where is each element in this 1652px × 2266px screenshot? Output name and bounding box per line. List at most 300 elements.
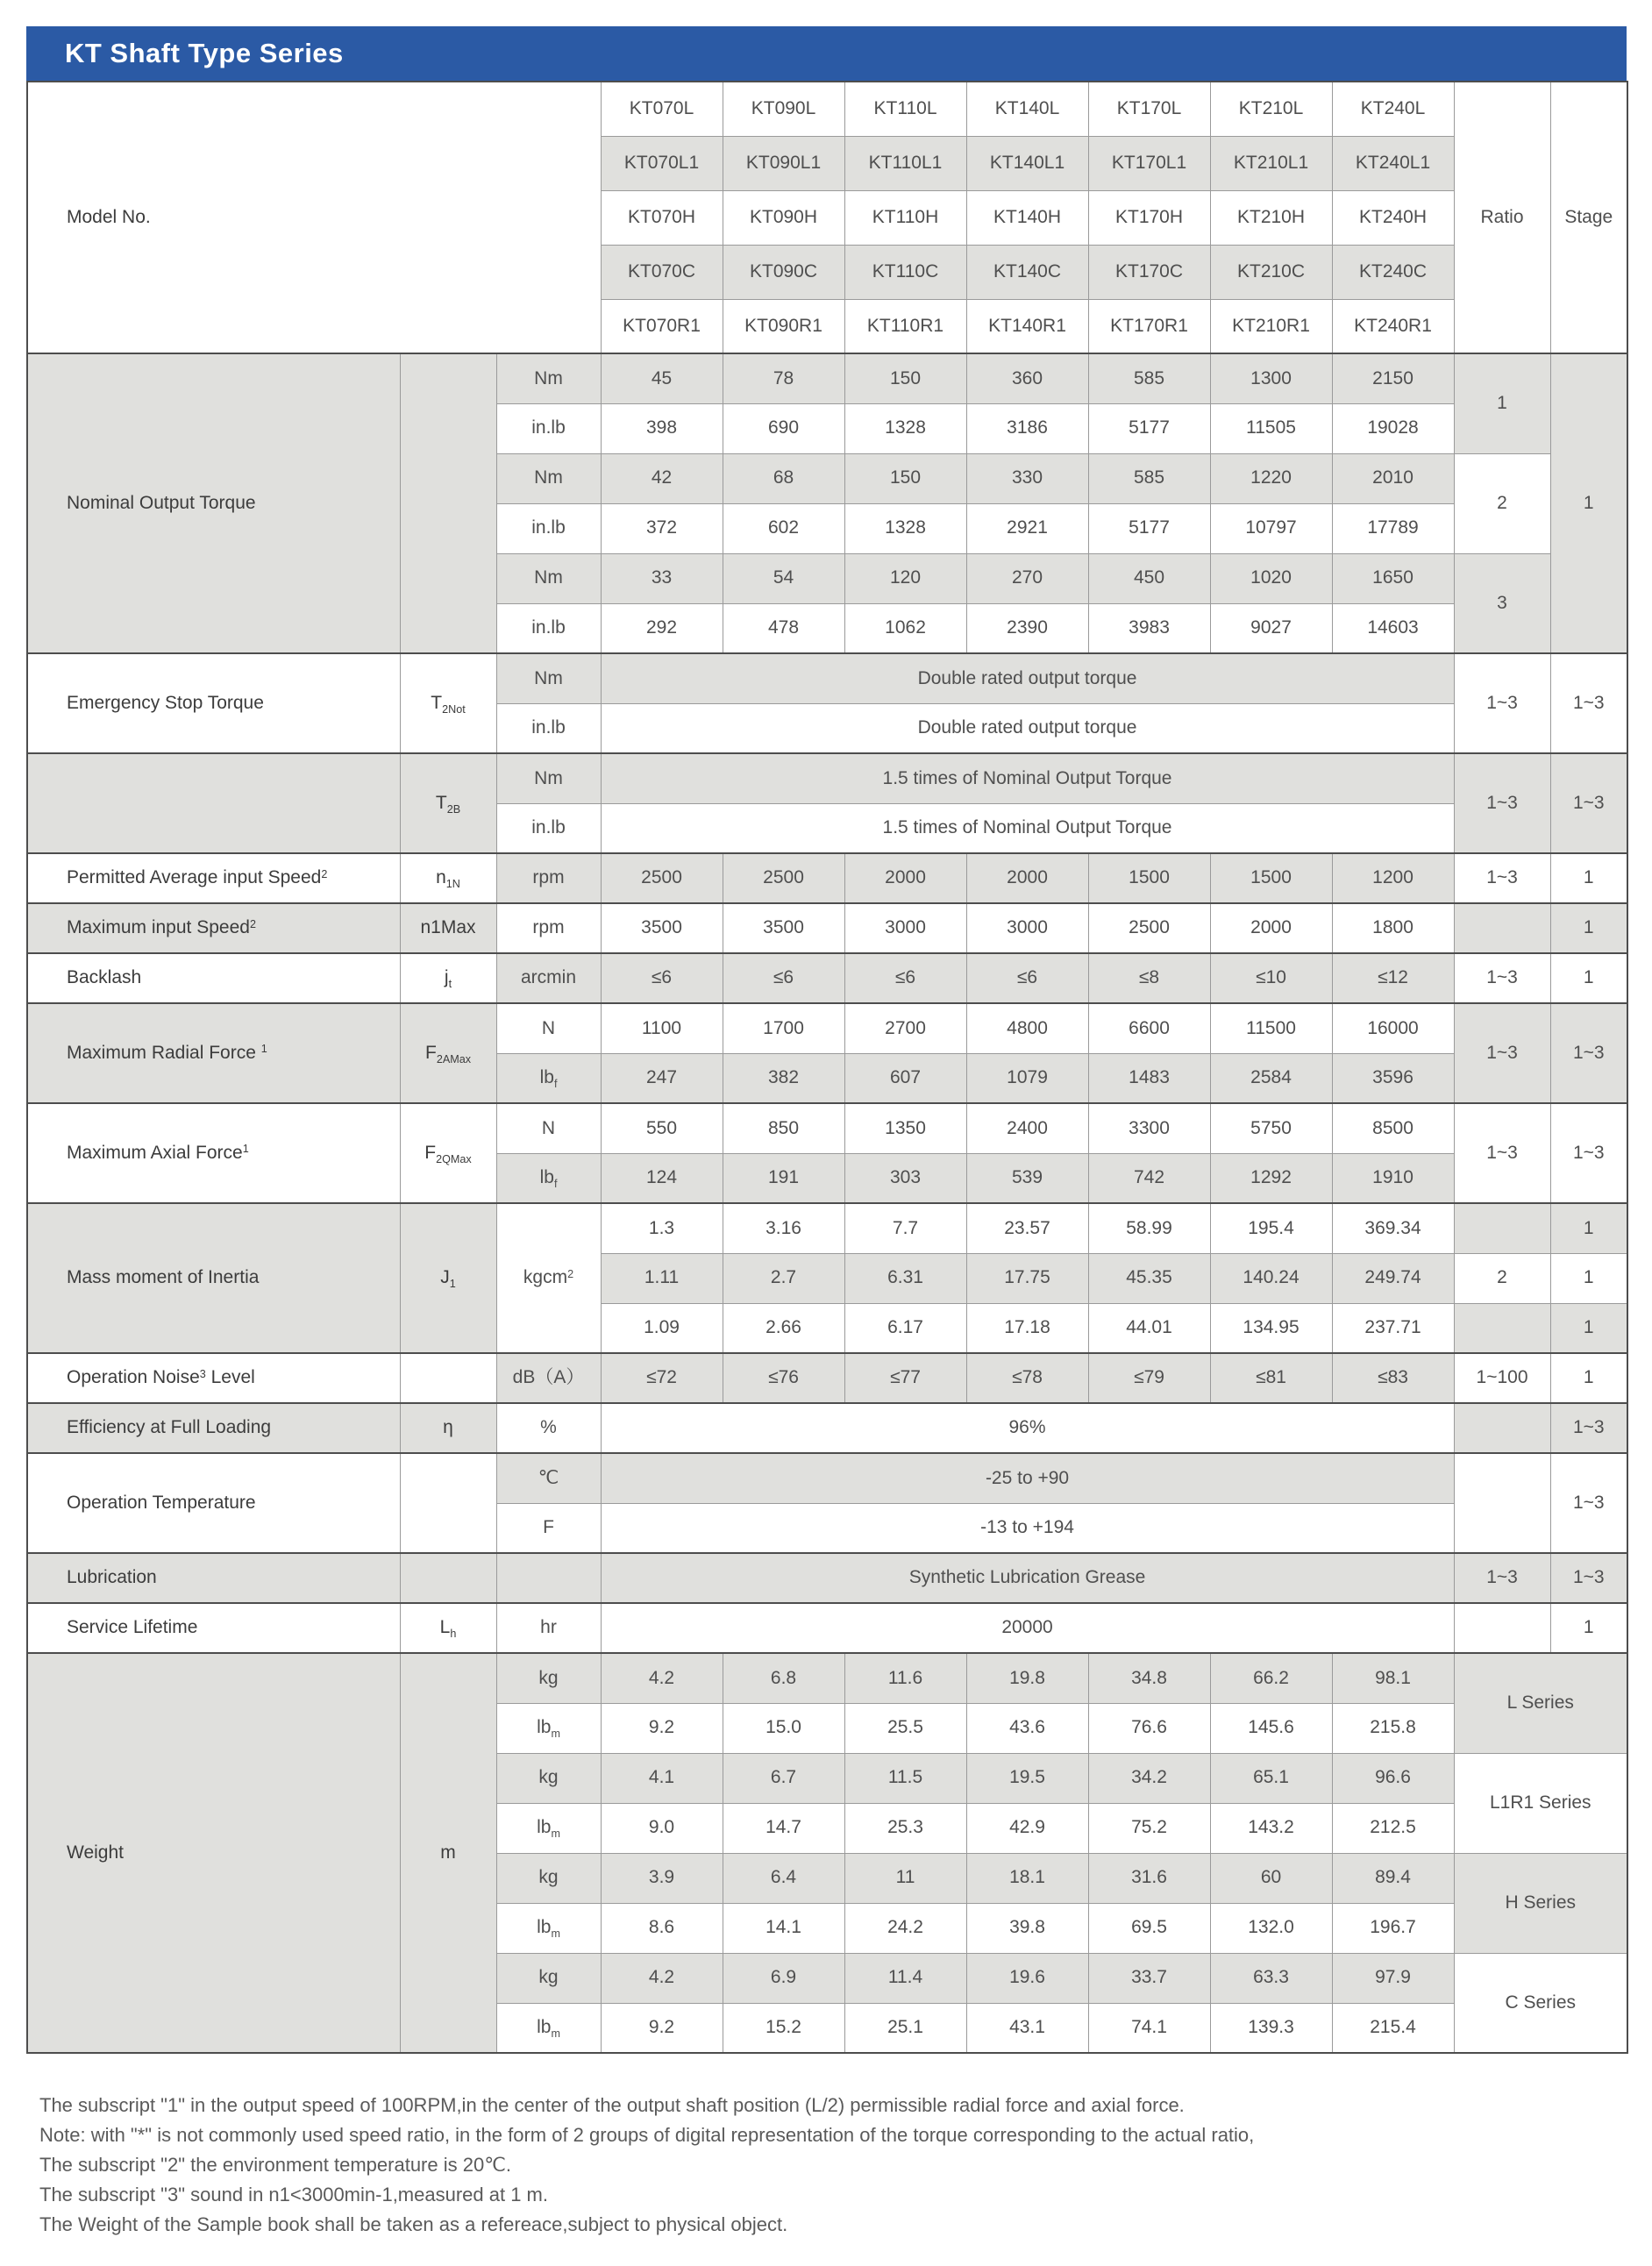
value-cell: 215.8	[1332, 1703, 1454, 1753]
stage-cell: 1~3	[1550, 1553, 1627, 1603]
model-cell: KT110R1	[844, 299, 966, 353]
spec-table	[26, 81, 1628, 2054]
value-cell: 11.4	[844, 1953, 966, 2003]
value-cell: 360	[966, 353, 1088, 403]
unit-cell: $lb_m$	[496, 1803, 601, 1853]
maximum-axial-force-symbol: $F_{2QMax}$	[400, 1103, 496, 1203]
value-cell: 2500	[601, 853, 723, 903]
value-cell: 2700	[844, 1003, 966, 1053]
nominal-output-torque-label: Nominal Output Torque	[27, 353, 400, 653]
value-cell: 120	[844, 553, 966, 603]
model-cell: KT140H	[966, 190, 1088, 245]
unit-cell: in.lb	[496, 603, 601, 653]
value-cell: 4.2	[601, 1653, 723, 1703]
unit-cell: Nm	[496, 653, 601, 703]
value-cell: 196.7	[1332, 1903, 1454, 1953]
value-cell: 143.2	[1210, 1803, 1332, 1853]
model-cell: KT210R1	[1210, 299, 1332, 353]
value-cell: 398	[601, 403, 723, 453]
ratio-cell: 3	[1454, 553, 1550, 653]
value-cell: 1328	[844, 503, 966, 553]
value-cell: 65.1	[1210, 1753, 1332, 1803]
unit-cell: kg	[496, 1653, 601, 1703]
unit-cell	[496, 1553, 601, 1603]
value-cell: 11505	[1210, 403, 1332, 453]
footnote-line: The Weight of the Sample book shall be taken as a refereace,subject to physical object.	[39, 2213, 788, 2235]
value-cell: 14603	[1332, 603, 1454, 653]
permitted-average-input-speed-label: Permitted Average input Speed$^2$	[27, 853, 400, 903]
value-cell: 68	[723, 453, 844, 503]
stage-cell: 1~3	[1550, 1103, 1627, 1203]
value-cell: 96.6	[1332, 1753, 1454, 1803]
ratio-cell: 1~3	[1454, 1553, 1550, 1603]
model-no-label: Model No.	[27, 82, 601, 353]
value-cell: 3000	[844, 903, 966, 953]
value-cell: 11500	[1210, 1003, 1332, 1053]
value-cell: 63.3	[1210, 1953, 1332, 2003]
value-cell: 1.11	[601, 1253, 723, 1303]
unit-cell: kgcm$^2$	[496, 1203, 601, 1353]
model-cell: KT210L	[1210, 82, 1332, 136]
value-cell: 17789	[1332, 503, 1454, 553]
value-cell: 9027	[1210, 603, 1332, 653]
value-cell: 16000	[1332, 1003, 1454, 1053]
value-cell: 3300	[1088, 1103, 1210, 1153]
value-cell: 9.2	[601, 1703, 723, 1753]
value-cell: 3500	[601, 903, 723, 953]
stage-cell: 1	[1550, 1303, 1627, 1353]
value-cell: 2150	[1332, 353, 1454, 403]
value-cell: 69.5	[1088, 1903, 1210, 1953]
value-cell: 690	[723, 403, 844, 453]
value-cell: 1700	[723, 1003, 844, 1053]
value-cell: 1079	[966, 1053, 1088, 1103]
brake-torque-symbol: $T_{2B}$	[400, 753, 496, 853]
value-cell: 3.16	[723, 1203, 844, 1253]
ratio-cell: 1	[1454, 353, 1550, 453]
model-cell: KT140C	[966, 245, 1088, 299]
emergency-stop-torque-label: Emergency Stop Torque	[27, 653, 400, 753]
ratio-cell: 1~100	[1454, 1353, 1550, 1403]
value-cell: 10797	[1210, 503, 1332, 553]
value-cell: 585	[1088, 453, 1210, 503]
lubrication-label: Lubrication	[27, 1553, 400, 1603]
value-cell: 14.7	[723, 1803, 844, 1853]
stage-cell: 1~3	[1550, 1403, 1627, 1453]
value-cell: 6.4	[723, 1853, 844, 1903]
value-cell: 372	[601, 503, 723, 553]
value-cell: 369.34	[1332, 1203, 1454, 1253]
value-cell: 25.3	[844, 1803, 966, 1853]
unit-cell: ℃	[496, 1453, 601, 1503]
value-cell: 44.01	[1088, 1303, 1210, 1353]
unit-cell: Nm	[496, 553, 601, 603]
value-cell: ≤6	[966, 953, 1088, 1003]
value-cell: 8.6	[601, 1903, 723, 1953]
value-cell: 140.24	[1210, 1253, 1332, 1303]
model-cell: KT070H	[601, 190, 723, 245]
lubrication-symbol	[400, 1553, 496, 1603]
ratio-cell: 1~3	[1454, 1003, 1550, 1103]
model-cell: KT110H	[844, 190, 966, 245]
value-cell: ≤83	[1332, 1353, 1454, 1403]
mass-moment-of-inertia-symbol: $J_1$	[400, 1203, 496, 1353]
value-cell: 33.7	[1088, 1953, 1210, 2003]
stage-cell: 1	[1550, 903, 1627, 953]
value-cell: ≤6	[601, 953, 723, 1003]
value-cell: 19.6	[966, 1953, 1088, 2003]
value-cell: 2010	[1332, 453, 1454, 503]
value-cell: ≤76	[723, 1353, 844, 1403]
value-cell: 1910	[1332, 1153, 1454, 1203]
unit-cell: arcmin	[496, 953, 601, 1003]
value-cell: 24.2	[844, 1903, 966, 1953]
footnote-line: The subscript "2" the environment temperature is 20℃.	[39, 2154, 512, 2176]
stage-cell: 1	[1550, 1253, 1627, 1303]
value-cell: 602	[723, 503, 844, 553]
model-cell: KT170C	[1088, 245, 1210, 299]
value-cell: 1.09	[601, 1303, 723, 1353]
value-cell: 75.2	[1088, 1803, 1210, 1853]
model-cell: KT240R1	[1332, 299, 1454, 353]
maximum-input-speed-symbol: n1Max	[400, 903, 496, 953]
value-cell: 42	[601, 453, 723, 503]
value-cell: 8500	[1332, 1103, 1454, 1153]
model-cell: KT090L1	[723, 136, 844, 190]
stage-cell: 1~3	[1550, 1003, 1627, 1103]
value-cell: 31.6	[1088, 1853, 1210, 1903]
value-cell: 5177	[1088, 503, 1210, 553]
model-cell: KT210H	[1210, 190, 1332, 245]
span-value-cell: -25 to +90	[601, 1453, 1454, 1503]
value-cell: 145.6	[1210, 1703, 1332, 1753]
value-cell: 195.4	[1210, 1203, 1332, 1253]
ratio-cell: 2	[1454, 1253, 1550, 1303]
value-cell: 89.4	[1332, 1853, 1454, 1903]
span-value-cell: -13 to +194	[601, 1503, 1454, 1553]
model-cell: KT110C	[844, 245, 966, 299]
value-cell: 742	[1088, 1153, 1210, 1203]
value-cell: 6.17	[844, 1303, 966, 1353]
value-cell: 150	[844, 453, 966, 503]
model-cell: KT090L	[723, 82, 844, 136]
value-cell: 1062	[844, 603, 966, 653]
value-cell: 550	[601, 1103, 723, 1153]
value-cell: 1.3	[601, 1203, 723, 1253]
unit-cell: N	[496, 1003, 601, 1053]
value-cell: 4800	[966, 1003, 1088, 1053]
value-cell: 2400	[966, 1103, 1088, 1153]
value-cell: 850	[723, 1103, 844, 1153]
unit-cell: in.lb	[496, 503, 601, 553]
value-cell: 18.1	[966, 1853, 1088, 1903]
ratio-cell: 1~3	[1454, 953, 1550, 1003]
value-cell: 6.8	[723, 1653, 844, 1703]
model-cell: KT070C	[601, 245, 723, 299]
unit-cell: rpm	[496, 903, 601, 953]
ratio-cell	[1454, 1453, 1550, 1553]
value-cell: 19.5	[966, 1753, 1088, 1803]
ratio-cell	[1454, 1603, 1550, 1653]
model-cell: KT140L	[966, 82, 1088, 136]
unit-cell: Nm	[496, 353, 601, 403]
value-cell: 191	[723, 1153, 844, 1203]
ratio-cell	[1454, 903, 1550, 953]
model-cell: KT170H	[1088, 190, 1210, 245]
value-cell: 34.8	[1088, 1653, 1210, 1703]
page-title: KT Shaft Type Series	[65, 38, 344, 68]
value-cell: 14.1	[723, 1903, 844, 1953]
maximum-radial-force-symbol: $F_{2AMax}$	[400, 1003, 496, 1103]
value-cell: 1020	[1210, 553, 1332, 603]
unit-cell: $lb_m$	[496, 1903, 601, 1953]
value-cell: 139.3	[1210, 2003, 1332, 2053]
value-cell: 2500	[1088, 903, 1210, 953]
value-cell: 1483	[1088, 1053, 1210, 1103]
unit-cell: $lb_m$	[496, 2003, 601, 2053]
span-value-cell: 1.5 times of Nominal Output Torque	[601, 803, 1454, 853]
value-cell: 7.7	[844, 1203, 966, 1253]
unit-cell: dB（A）	[496, 1353, 601, 1403]
span-value-cell: 96%	[601, 1403, 1454, 1453]
model-cell: KT240L	[1332, 82, 1454, 136]
value-cell: 2000	[844, 853, 966, 903]
brake-torque-label	[27, 753, 400, 853]
model-cell: KT070R1	[601, 299, 723, 353]
operation-noise-level-symbol	[400, 1353, 496, 1403]
value-cell: 2.66	[723, 1303, 844, 1353]
span-value-cell: Double rated output torque	[601, 653, 1454, 703]
value-cell: 607	[844, 1053, 966, 1103]
value-cell: 2584	[1210, 1053, 1332, 1103]
unit-cell: F	[496, 1503, 601, 1553]
mass-moment-of-inertia-label: Mass moment of Inertia	[27, 1203, 400, 1353]
value-cell: 1350	[844, 1103, 966, 1153]
unit-cell: kg	[496, 1753, 601, 1803]
value-cell: 78	[723, 353, 844, 403]
value-cell: 5750	[1210, 1103, 1332, 1153]
value-cell: 3186	[966, 403, 1088, 453]
value-cell: 9.0	[601, 1803, 723, 1853]
model-cell: KT240C	[1332, 245, 1454, 299]
model-cell: KT170R1	[1088, 299, 1210, 353]
value-cell: 58.99	[1088, 1203, 1210, 1253]
value-cell: 15.0	[723, 1703, 844, 1753]
efficiency-at-full-loading-symbol: η	[400, 1403, 496, 1453]
series-cell: H Series	[1454, 1853, 1627, 1953]
backlash-label: Backlash	[27, 953, 400, 1003]
unit-cell: N	[496, 1103, 601, 1153]
stage-cell: 1	[1550, 1603, 1627, 1653]
value-cell: 1500	[1088, 853, 1210, 903]
span-value-cell: Double rated output torque	[601, 703, 1454, 753]
model-cell: KT170L	[1088, 82, 1210, 136]
value-cell: 237.71	[1332, 1303, 1454, 1353]
ratio-cell: 1~3	[1454, 853, 1550, 903]
value-cell: 212.5	[1332, 1803, 1454, 1853]
unit-cell: $lb_f$	[496, 1153, 601, 1203]
value-cell: ≤77	[844, 1353, 966, 1403]
value-cell: 3983	[1088, 603, 1210, 653]
value-cell: 1292	[1210, 1153, 1332, 1203]
value-cell: 292	[601, 603, 723, 653]
span-value-cell: 1.5 times of Nominal Output Torque	[601, 753, 1454, 803]
operation-noise-level-label: Operation Noise$^3$ Level	[27, 1353, 400, 1403]
model-cell: KT090H	[723, 190, 844, 245]
value-cell: ≤10	[1210, 953, 1332, 1003]
value-cell: 4.1	[601, 1753, 723, 1803]
ratio-cell	[1454, 1403, 1550, 1453]
value-cell: 11	[844, 1853, 966, 1903]
value-cell: 17.18	[966, 1303, 1088, 1353]
stage-cell: 1	[1550, 353, 1627, 653]
unit-cell: in.lb	[496, 403, 601, 453]
ratio-cell: 2	[1454, 453, 1550, 553]
span-value-cell: 20000	[601, 1603, 1454, 1653]
service-lifetime-label: Service Lifetime	[27, 1603, 400, 1653]
value-cell: ≤72	[601, 1353, 723, 1403]
value-cell: 1800	[1332, 903, 1454, 953]
value-cell: 2921	[966, 503, 1088, 553]
series-cell: L1R1 Series	[1454, 1753, 1627, 1853]
value-cell: 2000	[966, 853, 1088, 903]
stage-cell: 1	[1550, 953, 1627, 1003]
value-cell: 74.1	[1088, 2003, 1210, 2053]
footnote-line: The subscript "1" in the output speed of 100RPM,in the center of the output shaft position (L/2) permissible radial force and axial force.	[39, 2094, 1185, 2116]
model-cell: KT070L	[601, 82, 723, 136]
value-cell: 43.6	[966, 1703, 1088, 1753]
unit-cell: hr	[496, 1603, 601, 1653]
ratio-cell: 1~3	[1454, 1103, 1550, 1203]
value-cell: 6.7	[723, 1753, 844, 1803]
ratio-header: Ratio	[1454, 82, 1550, 353]
model-cell: KT170L1	[1088, 136, 1210, 190]
value-cell: 330	[966, 453, 1088, 503]
value-cell: 3596	[1332, 1053, 1454, 1103]
value-cell: 25.5	[844, 1703, 966, 1753]
value-cell: 6.31	[844, 1253, 966, 1303]
value-cell: 1100	[601, 1003, 723, 1053]
stage-cell: 1	[1550, 853, 1627, 903]
footnote-line: The subscript "3" sound in n1<3000min-1,measured at 1 m.	[39, 2184, 548, 2205]
series-title-bar	[26, 26, 1627, 81]
ratio-cell: 1~3	[1454, 753, 1550, 853]
maximum-radial-force-label: Maximum Radial Force $^1$	[27, 1003, 400, 1103]
value-cell: 215.4	[1332, 2003, 1454, 2053]
value-cell: 17.75	[966, 1253, 1088, 1303]
value-cell: 124	[601, 1153, 723, 1203]
value-cell: 15.2	[723, 2003, 844, 2053]
model-cell: KT110L	[844, 82, 966, 136]
value-cell: 66.2	[1210, 1653, 1332, 1703]
model-cell: KT240L1	[1332, 136, 1454, 190]
value-cell: 45	[601, 353, 723, 403]
model-cell: KT240H	[1332, 190, 1454, 245]
value-cell: 270	[966, 553, 1088, 603]
value-cell: 76.6	[1088, 1703, 1210, 1753]
stage-cell: 1~3	[1550, 1453, 1627, 1553]
maximum-input-speed-label: Maximum input Speed$^2$	[27, 903, 400, 953]
unit-cell: $lb_m$	[496, 1703, 601, 1753]
operation-temperature-label: Operation Temperature	[27, 1453, 400, 1553]
efficiency-at-full-loading-label: Efficiency at Full Loading	[27, 1403, 400, 1453]
value-cell: 2.7	[723, 1253, 844, 1303]
stage-cell: 1~3	[1550, 753, 1627, 853]
value-cell: 1220	[1210, 453, 1332, 503]
unit-cell: kg	[496, 1853, 601, 1903]
value-cell: 303	[844, 1153, 966, 1203]
value-cell: 4.2	[601, 1953, 723, 2003]
value-cell: 43.1	[966, 2003, 1088, 2053]
maximum-axial-force-label: Maximum Axial Force$^1$	[27, 1103, 400, 1203]
model-cell: KT090C	[723, 245, 844, 299]
stage-cell: 1	[1550, 1353, 1627, 1403]
value-cell: 1328	[844, 403, 966, 453]
ratio-cell	[1454, 1303, 1550, 1353]
value-cell: 2500	[723, 853, 844, 903]
emergency-stop-torque-symbol: $T_{2Not}$	[400, 653, 496, 753]
value-cell: 5177	[1088, 403, 1210, 453]
value-cell: 9.2	[601, 2003, 723, 2053]
weight-symbol: m	[400, 1653, 496, 2053]
unit-cell: rpm	[496, 853, 601, 903]
value-cell: 19028	[1332, 403, 1454, 453]
value-cell: ≤12	[1332, 953, 1454, 1003]
unit-cell: in.lb	[496, 703, 601, 753]
footnotes	[39, 2091, 1627, 2266]
value-cell: 3500	[723, 903, 844, 953]
model-cell: KT140R1	[966, 299, 1088, 353]
value-cell: 54	[723, 553, 844, 603]
value-cell: 3000	[966, 903, 1088, 953]
value-cell: 1500	[1210, 853, 1332, 903]
value-cell: 11.6	[844, 1653, 966, 1703]
value-cell: 39.8	[966, 1903, 1088, 1953]
value-cell: 539	[966, 1153, 1088, 1203]
value-cell: 478	[723, 603, 844, 653]
value-cell: ≤79	[1088, 1353, 1210, 1403]
value-cell: 1650	[1332, 553, 1454, 603]
unit-cell: in.lb	[496, 803, 601, 853]
unit-cell: kg	[496, 1953, 601, 2003]
value-cell: 585	[1088, 353, 1210, 403]
unit-cell: %	[496, 1403, 601, 1453]
value-cell: 33	[601, 553, 723, 603]
value-cell: 1300	[1210, 353, 1332, 403]
value-cell: 1200	[1332, 853, 1454, 903]
ratio-cell: 1~3	[1454, 653, 1550, 753]
value-cell: 25.1	[844, 2003, 966, 2053]
value-cell: 2390	[966, 603, 1088, 653]
backlash-symbol: $j_t$	[400, 953, 496, 1003]
model-cell: KT090R1	[723, 299, 844, 353]
value-cell: ≤8	[1088, 953, 1210, 1003]
value-cell: 98.1	[1332, 1653, 1454, 1703]
model-cell: KT070L1	[601, 136, 723, 190]
weight-label: Weight	[27, 1653, 400, 2053]
unit-cell: Nm	[496, 453, 601, 503]
value-cell: ≤81	[1210, 1353, 1332, 1403]
value-cell: 19.8	[966, 1653, 1088, 1703]
value-cell: 450	[1088, 553, 1210, 603]
value-cell: ≤6	[723, 953, 844, 1003]
stage-header: Stage	[1550, 82, 1627, 353]
value-cell: 6.9	[723, 1953, 844, 2003]
unit-cell: Nm	[496, 753, 601, 803]
service-lifetime-symbol: $L_h$	[400, 1603, 496, 1653]
value-cell: 6600	[1088, 1003, 1210, 1053]
value-cell: ≤78	[966, 1353, 1088, 1403]
